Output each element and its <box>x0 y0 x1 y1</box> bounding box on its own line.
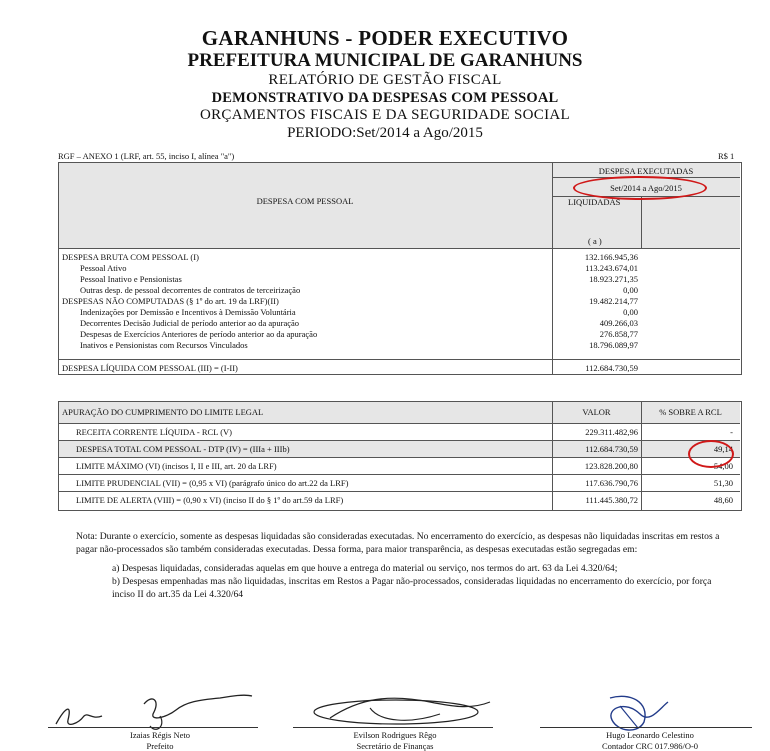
row-label: DESPESAS NÃO COMPUTADAS (§ 1º do art. 19 da LRF)(II) <box>62 296 279 306</box>
note-paragraph: Nota: Durante o exercício, somente as despesas liquidadas são consideradas executadas. No encerramento do exercício, as despesas não liquidadas inscritas em restos a pagar não-processados são também consideradas executadas. Dessa forma, para maior transparência, as despesas executadas estão segregadas em: <box>76 531 720 555</box>
table2-rule <box>58 491 740 492</box>
header-line-1: GARANHUNS - PODER EXECUTIVO <box>201 26 569 50</box>
table1-col-main: DESPESA COM PESSOAL <box>256 196 354 206</box>
table2-rule <box>58 440 740 441</box>
row-value: 0,00 <box>623 307 638 317</box>
signature-line <box>293 727 493 728</box>
table2-rule <box>58 474 740 475</box>
row-value: 132.166.945,36 <box>584 252 638 262</box>
table1-col-exec: DESPESA EXECUTADAS <box>598 166 694 176</box>
table2-col-main: APURAÇÃO DO CUMPRIMENTO DO LIMITE LEGAL <box>62 407 264 417</box>
note-item-b: b) Despesas empenhadas mas não liquidadas, inscritas em Restos a Pagar não-processados, consideradas liquidadas no encerramento do exercício, por força inciso II do art.35 da Lei 4.320/64 <box>112 576 712 600</box>
table1-col-period: Set/2014 a Ago/2015 <box>610 183 682 193</box>
row-label: Pessoal Ativo <box>80 263 127 273</box>
row-label: LIMITE PRUDENCIAL (VII) = (0,95 x VI) (parágrafo único do art.22 da LRF) <box>76 478 349 488</box>
header-line-2: PREFEITURA MUNICIPAL DE GARANHUNS <box>187 50 583 71</box>
row-label: Pessoal Inativo e Pensionistas <box>80 274 182 284</box>
annex-reference: RGF – ANEXO 1 (LRF, art. 55, inciso I, alínea "a") <box>58 151 235 161</box>
signatory-role: Secretário de Finanças <box>356 741 434 751</box>
signatory-name: Evilson Rodrigues Rêgo <box>353 730 437 740</box>
table1-col-liquidadas: LIQUIDADAS <box>568 197 621 207</box>
row-label: Decorrentes Decisão Judicial de período anterior ao da apuração <box>80 318 300 328</box>
row-label: RECEITA CORRENTE LÍQUIDA - RCL (V) <box>76 427 233 437</box>
signature-line <box>540 727 752 728</box>
row-value: 409.266,03 <box>599 318 638 328</box>
row-label: DESPESA TOTAL COM PESSOAL - DTP (IV) = (IIIa + IIIb) <box>76 444 290 454</box>
row-pct: - <box>730 427 733 437</box>
table2-rule <box>58 457 740 458</box>
note-item-a: a) Despesas liquidadas, consideradas aquelas em que houve a entrega do material ou serviço, nos termos do art. 63 da Lei 4.320/64; <box>112 563 618 574</box>
row-value: 123.828.200,80 <box>584 461 638 471</box>
row-value: 276.858,77 <box>599 329 638 339</box>
row-value: 111.445.380,72 <box>585 495 638 505</box>
row-label: LIMITE DE ALERTA (VIII) = (0,90 x VI) (inciso II do § 1º do art.59 da LRF) <box>76 495 344 505</box>
table1-rule <box>58 248 740 249</box>
signature-mark-1 <box>48 686 258 736</box>
row-value: 117.636.790,76 <box>585 478 638 488</box>
row-pct: 54,00 <box>713 461 733 471</box>
row-label: Outras desp. de pessoal decorrentes de contratos de terceirização <box>80 285 301 295</box>
row-label: Indenizações por Demissão e Incentivos à Demissão Voluntária <box>80 307 296 317</box>
currency-unit: R$ 1 <box>718 151 735 161</box>
header-line-4: DEMONSTRATIVO DA DESPESAS COM PESSOAL <box>211 90 559 106</box>
signatory-name: Izaias Régis Neto <box>130 730 190 740</box>
row-value: 229.311.482,96 <box>585 427 638 437</box>
highlight-ellipse-period <box>573 176 707 200</box>
row-value: 0,00 <box>623 285 638 295</box>
signatory-role: Prefeito <box>146 741 174 751</box>
row-pct: 48,60 <box>713 495 733 505</box>
header-line-3: RELATÓRIO DE GESTÃO FISCAL <box>268 72 502 88</box>
row-value: 19.482.214,77 <box>589 296 638 306</box>
header-line-5: ORÇAMENTOS FISCAIS E DA SEGURIDADE SOCIAL <box>200 107 570 123</box>
total-label: DESPESA LÍQUIDA COM PESSOAL (III) = (I-II) <box>62 363 238 373</box>
total-value: 112.684.730,59 <box>585 363 638 373</box>
table2-rule <box>58 423 740 424</box>
table2-divider <box>552 401 553 510</box>
row-value: 112.684.730,59 <box>585 444 638 454</box>
signature-mark-2 <box>300 688 500 732</box>
highlight-ellipse-pct <box>688 440 734 468</box>
row-value: 113.243.674,01 <box>585 263 638 273</box>
row-pct: 51,30 <box>713 478 733 488</box>
signatory-name: Hugo Leonardo Celestino <box>606 730 694 740</box>
table1-col-a: ( a ) <box>588 236 602 246</box>
signatory-role: Contador CRC 017.986/O-0 <box>601 741 699 751</box>
row-label: Inativos e Pensionistas com Recursos Vinculados <box>80 340 248 350</box>
table2-col-valor: VALOR <box>582 407 611 417</box>
table1-rule <box>58 359 740 360</box>
table1-divider-2 <box>641 196 642 248</box>
row-value: 18.796.089,97 <box>589 340 638 350</box>
row-label: DESPESA BRUTA COM PESSOAL (I) <box>62 252 199 262</box>
row-label: Despesas de Exercícios Anteriores de período anterior ao da apuração <box>80 329 318 339</box>
table2-divider-2 <box>641 401 642 510</box>
row-pct: 49,14 <box>713 444 733 454</box>
row-value: 18.923.271,35 <box>589 274 638 284</box>
table2-col-pct: % SOBRE A RCL <box>659 407 722 417</box>
header-period: PERIODO:Set/2014 a Ago/2015 <box>287 125 483 141</box>
signature-line <box>48 727 258 728</box>
row-label: LIMITE MÁXIMO (VI) (incisos I, II e III, art. 20 da LRF) <box>76 461 277 471</box>
